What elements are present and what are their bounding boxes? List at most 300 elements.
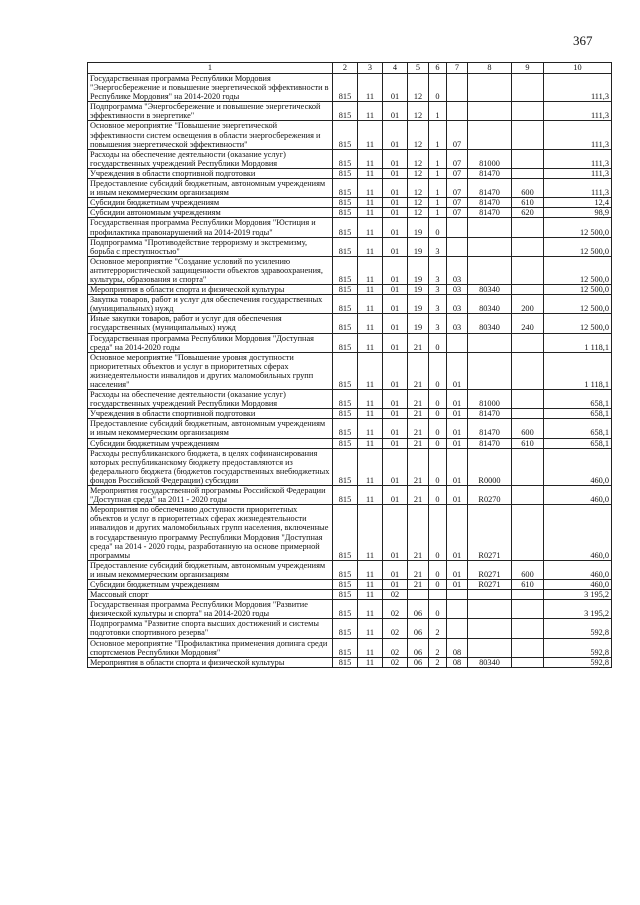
table-row [88, 600, 612, 619]
table-row [88, 179, 612, 198]
row-description: Основное мероприятие "Создание условий по усилению антитеррористической защищенности объектов здравоохранения, культуры, образования и спорта" [88, 256, 333, 284]
row-code-9 [512, 619, 544, 638]
row-amount: 12 500,0 [544, 285, 612, 295]
row-code-6: 0 [429, 505, 447, 561]
row-code-6: 0 [429, 74, 447, 102]
row-code-9 [512, 600, 544, 619]
table-row [88, 218, 612, 237]
row-code-9: 600 [512, 560, 544, 579]
row-description: Государственная программа Республики Мордовия "Доступная среда" на 2014-2020 годы [88, 333, 333, 352]
row-code-3: 11 [358, 149, 383, 168]
row-code-5: 19 [408, 285, 429, 295]
row-code-6: 3 [429, 314, 447, 333]
row-code-6: 3 [429, 295, 447, 314]
row-code-2: 815 [333, 505, 358, 561]
row-code-5: 19 [408, 218, 429, 237]
row-code-5: 19 [408, 295, 429, 314]
row-code-8: R0271 [468, 560, 512, 579]
row-code-6: 0 [429, 486, 447, 505]
row-code-9 [512, 168, 544, 178]
table-row [88, 657, 612, 667]
row-code-7: 01 [447, 409, 468, 419]
row-code-2: 815 [333, 295, 358, 314]
row-code-9 [512, 657, 544, 667]
row-code-3: 11 [358, 390, 383, 409]
row-code-9 [512, 218, 544, 237]
row-code-3: 11 [358, 438, 383, 448]
row-code-8 [468, 237, 512, 256]
row-code-2: 815 [333, 390, 358, 409]
row-code-7: 03 [447, 285, 468, 295]
row-amount: 111,3 [544, 74, 612, 102]
row-amount: 12 500,0 [544, 237, 612, 256]
row-code-2: 815 [333, 560, 358, 579]
row-amount: 111,3 [544, 179, 612, 198]
row-code-3: 11 [358, 352, 383, 389]
row-code-3: 11 [358, 208, 383, 218]
row-code-5: 12 [408, 198, 429, 208]
row-code-3: 11 [358, 102, 383, 121]
row-code-6: 2 [429, 619, 447, 638]
row-code-4: 01 [383, 579, 408, 589]
row-code-7: 01 [447, 505, 468, 561]
row-amount: 111,3 [544, 121, 612, 149]
row-code-7: 07 [447, 149, 468, 168]
row-code-7 [447, 237, 468, 256]
row-code-6: 0 [429, 579, 447, 589]
row-description: Расходы на обеспечение деятельности (оказание услуг) государственных учреждений Республики Мордовия [88, 149, 333, 168]
row-description: Основное мероприятие "Повышение уровня доступности приоритетных объектов и услуг в приоритетных сферах жизнедеятельности инвалидов и других маломобильных групп населения" [88, 352, 333, 389]
row-code-5: 21 [408, 438, 429, 448]
row-code-6: 1 [429, 168, 447, 178]
table-row [88, 333, 612, 352]
row-amount: 460,0 [544, 448, 612, 485]
row-description: Закупка товаров, работ и услуг для обеспечения государственных (муниципальных) нужд [88, 295, 333, 314]
row-amount: 1 118,1 [544, 333, 612, 352]
row-code-5: 21 [408, 352, 429, 389]
row-code-8: 80340 [468, 295, 512, 314]
row-code-2: 815 [333, 638, 358, 657]
row-description: Подпрограмма "Развитие спорта высших достижений и системы подготовки спортивного резерва" [88, 619, 333, 638]
row-code-4: 01 [383, 560, 408, 579]
row-description: Мероприятия по обеспечению доступности приоритетных объектов и услуг в приоритетных сферах жизнедеятельности инвалидов и других маломобильных групп населения, включенные в государственную программу Республики Мордовия "Доступная среда" на 2014 - 2020 годы, разработанную на основе примерной программы [88, 505, 333, 561]
row-amount: 658,1 [544, 390, 612, 409]
row-code-8: 81470 [468, 198, 512, 208]
row-amount: 111,3 [544, 102, 612, 121]
row-code-7: 01 [447, 390, 468, 409]
row-code-7: 01 [447, 560, 468, 579]
row-code-5: 19 [408, 314, 429, 333]
row-code-3: 11 [358, 486, 383, 505]
row-code-4: 01 [383, 149, 408, 168]
row-code-9 [512, 486, 544, 505]
row-code-7: 07 [447, 168, 468, 178]
row-description: Субсидии бюджетным учреждениям [88, 438, 333, 448]
row-description: Мероприятия в области спорта и физической культуры [88, 285, 333, 295]
row-code-2: 815 [333, 438, 358, 448]
row-code-6: 0 [429, 419, 447, 438]
table-row [88, 560, 612, 579]
row-code-3: 11 [358, 333, 383, 352]
row-code-2: 815 [333, 600, 358, 619]
row-code-8: 80340 [468, 657, 512, 667]
row-code-6: 1 [429, 102, 447, 121]
row-code-3: 11 [358, 448, 383, 485]
table-row [88, 352, 612, 389]
row-code-3: 11 [358, 198, 383, 208]
row-code-4: 01 [383, 409, 408, 419]
row-amount: 12 500,0 [544, 295, 612, 314]
table-row [88, 121, 612, 149]
row-code-2: 815 [333, 179, 358, 198]
table-row [88, 314, 612, 333]
row-code-9: 600 [512, 179, 544, 198]
row-amount: 12,4 [544, 198, 612, 208]
row-code-4: 01 [383, 237, 408, 256]
row-code-4: 01 [383, 74, 408, 102]
table-row [88, 448, 612, 485]
row-code-3: 11 [358, 237, 383, 256]
row-code-7: 08 [447, 657, 468, 667]
row-code-7: 01 [447, 486, 468, 505]
row-code-3: 11 [358, 419, 383, 438]
row-code-5: 12 [408, 208, 429, 218]
row-code-2: 815 [333, 352, 358, 389]
row-code-2: 815 [333, 149, 358, 168]
row-description: Подпрограмма "Противодействие терроризму и экстремизму, борьба с преступностью" [88, 237, 333, 256]
row-code-8: 81470 [468, 409, 512, 419]
row-code-5: 06 [408, 600, 429, 619]
row-code-4: 01 [383, 314, 408, 333]
row-amount: 658,1 [544, 409, 612, 419]
row-amount: 1 118,1 [544, 352, 612, 389]
row-code-9: 610 [512, 438, 544, 448]
row-code-5: 21 [408, 560, 429, 579]
row-code-6: 0 [429, 409, 447, 419]
row-code-7: 01 [447, 352, 468, 389]
column-header: 8 [468, 63, 512, 74]
row-code-4: 02 [383, 600, 408, 619]
table-row [88, 237, 612, 256]
row-code-6: 0 [429, 560, 447, 579]
row-code-2: 815 [333, 419, 358, 438]
row-code-7: 01 [447, 448, 468, 485]
row-code-4: 01 [383, 486, 408, 505]
column-header: 4 [383, 63, 408, 74]
row-code-2: 815 [333, 314, 358, 333]
row-code-4: 01 [383, 448, 408, 485]
row-code-9 [512, 638, 544, 657]
row-code-5: 19 [408, 237, 429, 256]
table-row [88, 74, 612, 102]
row-description: Массовый спорт [88, 590, 333, 600]
row-code-3: 11 [358, 619, 383, 638]
row-code-9 [512, 590, 544, 600]
row-code-8 [468, 590, 512, 600]
row-code-9 [512, 352, 544, 389]
row-description: Государственная программа Республики Мордовия "Энергосбережение и повышение энергетической эффективности в Республике Мордовия" на 2014-2020 годы [88, 74, 333, 102]
budget-table [87, 62, 612, 668]
row-code-8: R0271 [468, 579, 512, 589]
row-code-3: 11 [358, 409, 383, 419]
row-code-5: 21 [408, 419, 429, 438]
row-code-8: R0270 [468, 486, 512, 505]
row-code-6: 0 [429, 333, 447, 352]
row-description: Основное мероприятие "Повышение энергетической эффективности систем освещения в области энергосбережения и повышения энергетической эффективности" [88, 121, 333, 149]
table-row [88, 168, 612, 178]
table-row [88, 419, 612, 438]
table-row [88, 149, 612, 168]
row-code-7: 01 [447, 419, 468, 438]
row-code-5: 12 [408, 121, 429, 149]
row-code-4: 01 [383, 102, 408, 121]
row-code-4: 01 [383, 218, 408, 237]
row-description: Иные закупки товаров, работ и услуг для обеспечения государственных (муниципальных) нужд [88, 314, 333, 333]
row-amount: 460,0 [544, 486, 612, 505]
row-code-6: 2 [429, 657, 447, 667]
row-code-9: 200 [512, 295, 544, 314]
row-code-9: 620 [512, 208, 544, 218]
table-row [88, 285, 612, 295]
row-code-4: 01 [383, 352, 408, 389]
table-row [88, 505, 612, 561]
row-code-4: 01 [383, 121, 408, 149]
row-code-4: 01 [383, 333, 408, 352]
row-code-9 [512, 285, 544, 295]
row-code-4: 02 [383, 657, 408, 667]
row-amount: 658,1 [544, 419, 612, 438]
row-code-3: 11 [358, 121, 383, 149]
row-code-2: 815 [333, 486, 358, 505]
row-code-2: 815 [333, 409, 358, 419]
table-row [88, 638, 612, 657]
row-code-3: 11 [358, 218, 383, 237]
row-code-7 [447, 102, 468, 121]
row-description: Расходы республиканского бюджета, в целях софинансирования которых республиканскому бюджету предоставляются из федерального бюджета (бюджетов государственных внебюджетных фондов Российской Федерации) субсидии [88, 448, 333, 485]
row-code-8: 80340 [468, 314, 512, 333]
row-amount: 592,8 [544, 638, 612, 657]
row-description: Субсидии автономным учреждениям [88, 208, 333, 218]
row-code-8 [468, 352, 512, 389]
row-code-9 [512, 390, 544, 409]
row-description: Подпрограмма "Энергосбережение и повышение энергетической эффективности в энергетике" [88, 102, 333, 121]
row-code-5: 21 [408, 505, 429, 561]
row-description: Расходы на обеспечение деятельности (оказание услуг) государственных учреждений Республики Мордовия [88, 390, 333, 409]
row-code-7: 03 [447, 256, 468, 284]
row-code-8: R0271 [468, 505, 512, 561]
column-header: 5 [408, 63, 429, 74]
row-code-8: 81470 [468, 438, 512, 448]
row-code-6: 3 [429, 237, 447, 256]
row-code-5: 06 [408, 638, 429, 657]
table-row [88, 579, 612, 589]
row-code-4: 01 [383, 419, 408, 438]
row-code-3: 11 [358, 590, 383, 600]
row-code-2: 815 [333, 208, 358, 218]
table-row [88, 390, 612, 409]
table-row [88, 486, 612, 505]
row-code-3: 11 [358, 600, 383, 619]
table-row [88, 590, 612, 600]
row-code-6: 0 [429, 448, 447, 485]
row-code-9 [512, 74, 544, 102]
row-code-7: 01 [447, 579, 468, 589]
column-header: 3 [358, 63, 383, 74]
row-code-4: 01 [383, 208, 408, 218]
row-code-8: R0000 [468, 448, 512, 485]
row-amount: 460,0 [544, 505, 612, 561]
row-amount: 658,1 [544, 438, 612, 448]
row-code-3: 11 [358, 560, 383, 579]
row-description: Субсидии бюджетным учреждениям [88, 579, 333, 589]
column-header: 7 [447, 63, 468, 74]
row-code-7: 07 [447, 198, 468, 208]
row-code-3: 11 [358, 505, 383, 561]
row-code-2: 815 [333, 590, 358, 600]
row-code-7: 07 [447, 208, 468, 218]
page-number: 367 [573, 33, 593, 48]
row-code-4: 02 [383, 590, 408, 600]
table-row [88, 438, 612, 448]
row-code-9: 600 [512, 419, 544, 438]
row-code-4: 01 [383, 505, 408, 561]
row-code-9 [512, 333, 544, 352]
row-code-6: 3 [429, 285, 447, 295]
header-row [88, 63, 612, 74]
row-code-8: 80340 [468, 285, 512, 295]
row-code-2: 815 [333, 256, 358, 284]
row-amount: 98,9 [544, 208, 612, 218]
row-code-4: 01 [383, 168, 408, 178]
row-description: Предоставление субсидий бюджетным, автономным учреждениям и иным некоммерческим организациям [88, 419, 333, 438]
row-amount: 592,8 [544, 619, 612, 638]
row-code-2: 815 [333, 102, 358, 121]
column-header: 10 [544, 63, 612, 74]
row-code-5: 21 [408, 390, 429, 409]
row-code-3: 11 [358, 256, 383, 284]
row-code-2: 815 [333, 237, 358, 256]
table-body [88, 74, 612, 668]
row-code-4: 01 [383, 285, 408, 295]
row-code-5: 12 [408, 74, 429, 102]
row-code-6 [429, 590, 447, 600]
row-code-5: 21 [408, 333, 429, 352]
row-code-4: 01 [383, 256, 408, 284]
table-row [88, 295, 612, 314]
row-amount: 460,0 [544, 560, 612, 579]
row-code-9 [512, 237, 544, 256]
row-code-7 [447, 590, 468, 600]
row-code-7: 03 [447, 314, 468, 333]
row-amount: 592,8 [544, 657, 612, 667]
row-description: Государственная программа Республики Мордовия "Юстиция и профилактика правонарушений на 2014-2019 годы" [88, 218, 333, 237]
table-row [88, 102, 612, 121]
row-code-8 [468, 600, 512, 619]
table-row [88, 256, 612, 284]
row-code-7 [447, 600, 468, 619]
row-code-8 [468, 638, 512, 657]
row-code-2: 815 [333, 285, 358, 295]
row-code-5: 12 [408, 179, 429, 198]
row-code-7 [447, 619, 468, 638]
row-code-3: 11 [358, 168, 383, 178]
row-code-9: 610 [512, 198, 544, 208]
row-description: Учреждения в области спортивной подготовки [88, 168, 333, 178]
row-code-3: 11 [358, 657, 383, 667]
row-code-9 [512, 149, 544, 168]
table-row [88, 409, 612, 419]
row-code-9 [512, 256, 544, 284]
row-code-7 [447, 74, 468, 102]
row-code-6: 1 [429, 198, 447, 208]
row-code-3: 11 [358, 285, 383, 295]
row-code-5: 19 [408, 256, 429, 284]
row-code-2: 815 [333, 121, 358, 149]
row-code-5: 21 [408, 486, 429, 505]
row-code-5: 21 [408, 409, 429, 419]
row-code-9 [512, 102, 544, 121]
row-code-6: 0 [429, 352, 447, 389]
row-code-4: 02 [383, 638, 408, 657]
row-code-9 [512, 505, 544, 561]
row-code-2: 815 [333, 448, 358, 485]
row-code-8 [468, 619, 512, 638]
row-code-4: 01 [383, 179, 408, 198]
row-code-2: 815 [333, 333, 358, 352]
row-code-7: 01 [447, 438, 468, 448]
row-code-7: 03 [447, 295, 468, 314]
row-code-7 [447, 218, 468, 237]
row-code-8 [468, 121, 512, 149]
row-code-4: 02 [383, 619, 408, 638]
row-code-3: 11 [358, 579, 383, 589]
row-code-6: 0 [429, 438, 447, 448]
row-code-9 [512, 121, 544, 149]
row-code-9 [512, 448, 544, 485]
row-code-6: 1 [429, 208, 447, 218]
column-header: 6 [429, 63, 447, 74]
row-code-4: 01 [383, 198, 408, 208]
column-header: 9 [512, 63, 544, 74]
row-description: Основное мероприятие "Профилактика применения допинга среди спортсменов Республики Мордовия" [88, 638, 333, 657]
row-description: Предоставление субсидий бюджетным, автономным учреждениям и иным некоммерческим организациям [88, 560, 333, 579]
row-code-5 [408, 590, 429, 600]
row-code-8 [468, 256, 512, 284]
row-code-3: 11 [358, 74, 383, 102]
row-code-8: 81470 [468, 419, 512, 438]
column-header: 2 [333, 63, 358, 74]
row-code-2: 815 [333, 657, 358, 667]
row-code-8: 81000 [468, 149, 512, 168]
row-code-3: 11 [358, 295, 383, 314]
row-code-4: 01 [383, 438, 408, 448]
row-code-8: 81000 [468, 390, 512, 409]
row-description: Учреждения в области спортивной подготовки [88, 409, 333, 419]
row-amount: 3 195,2 [544, 600, 612, 619]
row-code-2: 815 [333, 579, 358, 589]
row-code-6: 1 [429, 121, 447, 149]
row-code-7: 07 [447, 179, 468, 198]
row-code-2: 815 [333, 198, 358, 208]
row-code-3: 11 [358, 179, 383, 198]
row-code-5: 12 [408, 149, 429, 168]
row-code-6: 3 [429, 256, 447, 284]
row-code-6: 0 [429, 390, 447, 409]
row-code-3: 11 [358, 314, 383, 333]
row-code-5: 06 [408, 619, 429, 638]
row-code-6: 2 [429, 638, 447, 657]
row-amount: 12 500,0 [544, 256, 612, 284]
